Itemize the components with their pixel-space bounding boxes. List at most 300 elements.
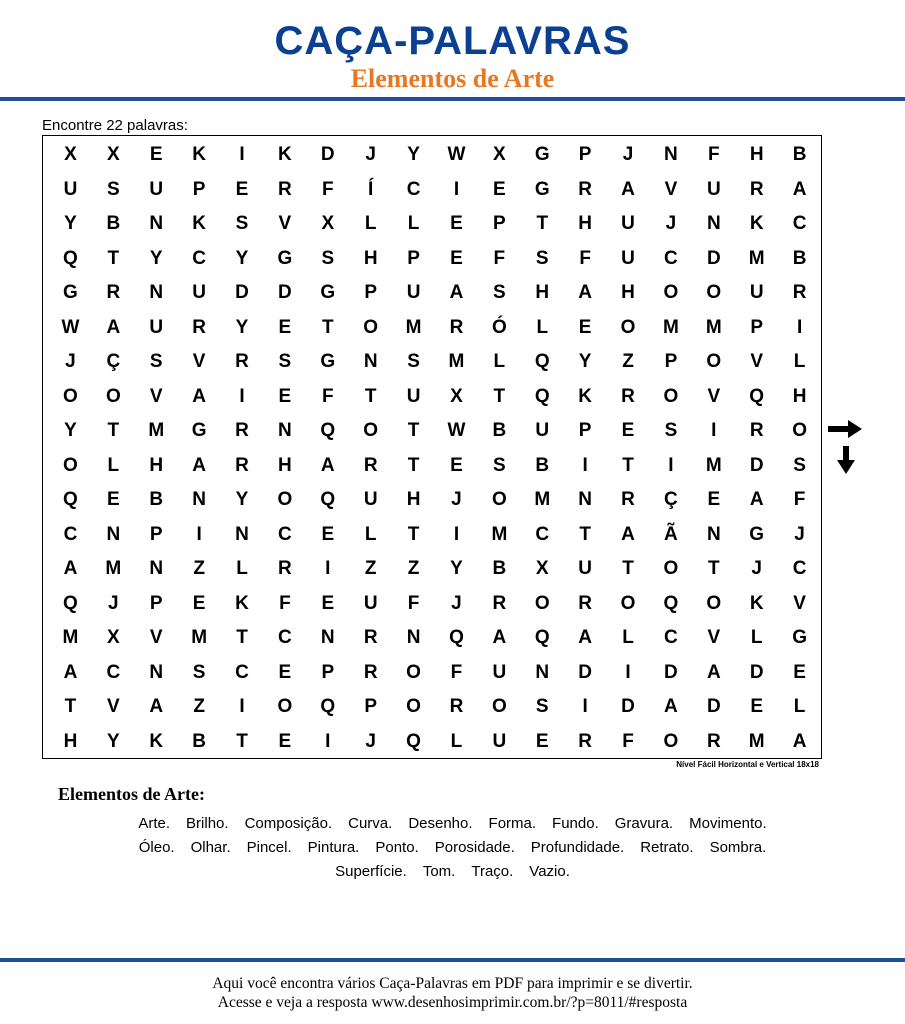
grid-cell[interactable]: Y <box>64 213 77 235</box>
grid-cell[interactable]: V <box>149 627 163 649</box>
grid-cell[interactable]: D <box>706 247 721 269</box>
grid-cell[interactable]: Ó <box>491 316 507 338</box>
grid-cell[interactable]: D <box>749 454 764 476</box>
grid-cell[interactable]: U <box>492 730 507 752</box>
grid-cell[interactable]: S <box>192 661 206 683</box>
grid-cell[interactable]: P <box>364 696 378 718</box>
grid-cell[interactable]: U <box>621 247 635 269</box>
grid-cell[interactable]: I <box>239 144 245 166</box>
grid-cell[interactable]: R <box>235 420 249 442</box>
grid-cell[interactable]: P <box>664 351 678 373</box>
grid-cell[interactable]: I <box>196 523 202 545</box>
grid-cell[interactable]: J <box>365 730 376 752</box>
grid-cell[interactable]: M <box>748 730 765 752</box>
grid-cell[interactable]: O <box>105 385 121 407</box>
grid-cell[interactable]: H <box>621 282 635 304</box>
grid-cell[interactable]: T <box>107 247 120 269</box>
grid-cell[interactable]: K <box>149 730 164 752</box>
grid-cell[interactable]: L <box>493 351 506 373</box>
grid-cell[interactable]: F <box>708 144 720 166</box>
grid-cell[interactable]: R <box>621 489 635 511</box>
grid-cell[interactable]: P <box>364 282 378 304</box>
grid-cell[interactable]: M <box>62 627 79 649</box>
grid-cell[interactable]: O <box>706 351 722 373</box>
grid-cell[interactable]: P <box>192 178 206 200</box>
grid-cell[interactable]: C <box>235 661 249 683</box>
grid-cell[interactable]: N <box>320 627 335 649</box>
grid-cell[interactable]: N <box>278 420 292 442</box>
grid-cell[interactable]: I <box>239 385 245 407</box>
grid-cell[interactable]: O <box>406 696 421 718</box>
grid-cell[interactable]: N <box>706 213 721 235</box>
grid-cell[interactable]: R <box>363 661 378 683</box>
grid-cell[interactable]: M <box>148 420 165 442</box>
grid-cell[interactable]: K <box>749 213 764 235</box>
grid-cell[interactable]: V <box>707 627 721 649</box>
grid-cell[interactable]: J <box>365 144 376 166</box>
grid-cell[interactable]: C <box>792 213 807 235</box>
grid-cell[interactable]: U <box>578 558 592 580</box>
grid-cell[interactable]: V <box>664 178 678 200</box>
grid-cell[interactable]: Q <box>320 420 336 442</box>
grid-cell[interactable]: E <box>707 489 721 511</box>
grid-cell[interactable]: Q <box>406 730 421 752</box>
grid-cell[interactable]: L <box>793 696 806 718</box>
grid-cell[interactable]: P <box>149 592 163 614</box>
grid-cell[interactable]: R <box>578 178 592 200</box>
grid-cell[interactable]: A <box>706 661 721 683</box>
grid-cell[interactable]: C <box>278 523 292 545</box>
grid-cell[interactable]: U <box>749 282 764 304</box>
grid-cell[interactable]: I <box>582 696 588 718</box>
grid-cell[interactable]: E <box>149 144 163 166</box>
grid-cell[interactable]: R <box>363 454 378 476</box>
grid-cell[interactable]: F <box>793 489 806 511</box>
grid-cell[interactable]: R <box>363 627 378 649</box>
grid-cell[interactable]: N <box>706 523 721 545</box>
grid-cell[interactable]: T <box>536 213 549 235</box>
grid-cell[interactable]: R <box>449 316 464 338</box>
grid-cell[interactable]: G <box>792 627 807 649</box>
grid-cell[interactable]: K <box>235 592 249 614</box>
grid-cell[interactable]: V <box>750 351 764 373</box>
grid-cell[interactable]: A <box>664 696 678 718</box>
grid-cell[interactable]: D <box>621 696 635 718</box>
grid-cell[interactable]: Z <box>407 558 420 580</box>
grid-cell[interactable]: E <box>750 696 764 718</box>
grid-cell[interactable]: R <box>192 316 206 338</box>
grid-cell[interactable]: O <box>277 489 293 511</box>
grid-cell[interactable]: Z <box>622 351 634 373</box>
grid-cell[interactable]: B <box>492 558 507 580</box>
grid-cell[interactable]: O <box>792 420 807 442</box>
grid-cell[interactable]: O <box>277 696 293 718</box>
grid-cell[interactable]: L <box>536 316 549 338</box>
grid-cell[interactable]: E <box>793 661 806 683</box>
grid-cell[interactable]: V <box>278 213 292 235</box>
grid-cell[interactable]: E <box>192 592 206 614</box>
grid-cell[interactable]: E <box>535 730 549 752</box>
grid-cell[interactable]: H <box>278 454 292 476</box>
grid-cell[interactable]: G <box>534 178 550 200</box>
grid-cell[interactable]: U <box>149 178 164 200</box>
grid-cell[interactable]: T <box>64 696 77 718</box>
grid-cell[interactable]: L <box>364 523 377 545</box>
grid-cell[interactable]: S <box>793 454 806 476</box>
grid-cell[interactable]: V <box>149 385 163 407</box>
grid-cell[interactable]: E <box>493 178 506 200</box>
grid-cell[interactable]: T <box>107 420 120 442</box>
grid-cell[interactable]: U <box>406 282 421 304</box>
grid-cell[interactable]: N <box>235 523 249 545</box>
grid-cell[interactable]: R <box>449 696 464 718</box>
grid-cell[interactable]: X <box>535 558 549 580</box>
grid-cell[interactable]: H <box>535 282 550 304</box>
grid-cell[interactable]: U <box>706 178 721 200</box>
grid-cell[interactable]: E <box>578 316 592 338</box>
grid-cell[interactable]: C <box>63 523 78 545</box>
grid-cell[interactable]: X <box>106 144 120 166</box>
grid-cell[interactable]: O <box>363 316 379 338</box>
grid-cell[interactable]: F <box>407 592 420 614</box>
grid-cell[interactable]: Q <box>663 592 679 614</box>
grid-cell[interactable]: L <box>622 627 634 649</box>
grid-cell[interactable]: U <box>406 385 421 407</box>
grid-cell[interactable]: F <box>493 247 506 269</box>
grid-cell[interactable]: F <box>450 661 463 683</box>
grid-cell[interactable]: S <box>535 696 549 718</box>
grid-cell[interactable]: Y <box>235 489 249 511</box>
grid-cell[interactable]: U <box>363 489 378 511</box>
grid-cell[interactable]: B <box>792 247 807 269</box>
grid-cell[interactable]: I <box>239 696 245 718</box>
grid-cell[interactable]: Z <box>193 696 205 718</box>
grid-cell[interactable]: V <box>793 592 806 614</box>
grid-cell[interactable]: T <box>407 523 420 545</box>
grid-cell[interactable]: W <box>447 420 466 442</box>
grid-cell[interactable]: D <box>320 144 335 166</box>
grid-cell[interactable]: L <box>364 213 377 235</box>
grid-cell[interactable]: O <box>663 558 679 580</box>
grid-cell[interactable]: B <box>192 730 206 752</box>
grid-cell[interactable]: K <box>749 592 764 614</box>
grid-cell[interactable]: A <box>192 385 206 407</box>
grid-cell[interactable]: A <box>578 282 592 304</box>
grid-cell[interactable]: S <box>407 351 420 373</box>
grid-cell[interactable]: O <box>491 696 507 718</box>
grid-cell[interactable]: O <box>63 454 78 476</box>
grid-cell[interactable]: W <box>447 144 466 166</box>
grid-cell[interactable]: N <box>363 351 378 373</box>
grid-cell[interactable]: J <box>451 592 462 614</box>
grid-cell[interactable]: S <box>149 351 163 373</box>
grid-cell[interactable]: S <box>278 351 292 373</box>
grid-cell[interactable]: E <box>321 592 335 614</box>
grid-cell[interactable]: B <box>792 144 807 166</box>
grid-cell[interactable]: Q <box>63 592 78 614</box>
grid-cell[interactable]: E <box>621 420 635 442</box>
grid-cell[interactable]: B <box>106 213 121 235</box>
grid-cell[interactable]: H <box>792 385 807 407</box>
grid-cell[interactable]: P <box>578 420 592 442</box>
grid-cell[interactable]: K <box>192 144 206 166</box>
grid-cell[interactable]: O <box>620 316 636 338</box>
grid-cell[interactable]: Q <box>534 351 550 373</box>
grid-cell[interactable]: A <box>792 178 807 200</box>
grid-cell[interactable]: H <box>149 454 164 476</box>
grid-cell[interactable]: A <box>792 730 807 752</box>
grid-cell[interactable]: S <box>664 420 678 442</box>
grid-cell[interactable]: L <box>407 213 420 235</box>
grid-cell[interactable]: N <box>406 627 421 649</box>
grid-cell[interactable]: C <box>278 627 292 649</box>
grid-cell[interactable]: R <box>749 178 764 200</box>
grid-cell[interactable]: M <box>705 454 722 476</box>
grid-cell[interactable]: A <box>149 696 164 718</box>
grid-cell[interactable]: R <box>578 730 592 752</box>
grid-cell[interactable]: I <box>582 454 588 476</box>
grid-cell[interactable]: I <box>625 661 631 683</box>
grid-cell[interactable]: C <box>664 247 678 269</box>
grid-cell[interactable]: Y <box>450 558 463 580</box>
grid-cell[interactable]: G <box>63 282 78 304</box>
grid-cell[interactable]: K <box>578 385 592 407</box>
grid-cell[interactable]: P <box>321 661 335 683</box>
grid-cell[interactable]: J <box>751 558 762 580</box>
grid-cell[interactable]: R <box>235 351 249 373</box>
grid-cell[interactable]: Ç <box>664 489 678 511</box>
grid-cell[interactable]: L <box>236 558 248 580</box>
grid-cell[interactable]: H <box>406 489 421 511</box>
grid-cell[interactable]: T <box>407 454 420 476</box>
grid-cell[interactable]: I <box>325 558 331 580</box>
grid-cell[interactable]: O <box>63 385 78 407</box>
grid-cell[interactable]: Q <box>749 385 765 407</box>
grid-cell[interactable]: O <box>534 592 550 614</box>
grid-cell[interactable]: T <box>579 523 591 545</box>
grid-cell[interactable]: K <box>278 144 292 166</box>
grid-cell[interactable]: D <box>664 661 678 683</box>
grid-cell[interactable]: M <box>191 627 208 649</box>
grid-cell[interactable]: Z <box>193 558 205 580</box>
grid-cell[interactable]: X <box>64 144 77 166</box>
grid-cell[interactable]: M <box>448 351 465 373</box>
grid-cell[interactable]: M <box>748 247 765 269</box>
grid-cell[interactable]: Q <box>449 627 464 649</box>
grid-cell[interactable]: P <box>149 523 163 545</box>
grid-cell[interactable]: R <box>621 385 635 407</box>
grid-cell[interactable]: U <box>492 661 507 683</box>
grid-cell[interactable]: R <box>792 282 807 304</box>
grid-cell[interactable]: Y <box>235 247 249 269</box>
grid-cell[interactable]: O <box>706 282 722 304</box>
grid-cell[interactable]: N <box>149 213 164 235</box>
grid-cell[interactable]: J <box>622 144 634 166</box>
grid-cell[interactable]: Y <box>578 351 592 373</box>
grid-cell[interactable]: H <box>749 144 764 166</box>
grid-cell[interactable]: R <box>749 420 764 442</box>
grid-cell[interactable]: T <box>236 730 248 752</box>
grid-cell[interactable]: Z <box>364 558 377 580</box>
grid-cell[interactable]: S <box>235 213 249 235</box>
grid-cell[interactable]: M <box>405 316 422 338</box>
grid-cell[interactable]: X <box>493 144 506 166</box>
grid-cell[interactable]: D <box>706 696 721 718</box>
grid-cell[interactable]: T <box>321 316 334 338</box>
grid-cell[interactable]: X <box>106 627 120 649</box>
grid-cell[interactable]: K <box>192 213 206 235</box>
grid-cell[interactable]: P <box>578 144 592 166</box>
grid-cell[interactable]: W <box>61 316 80 338</box>
grid-cell[interactable]: S <box>535 247 549 269</box>
grid-cell[interactable]: L <box>450 730 463 752</box>
grid-cell[interactable]: J <box>65 351 76 373</box>
grid-cell[interactable]: Q <box>320 696 336 718</box>
grid-cell[interactable]: Q <box>63 489 78 511</box>
grid-cell[interactable]: V <box>707 385 721 407</box>
grid-cell[interactable]: Q <box>63 247 78 269</box>
grid-cell[interactable]: G <box>277 247 293 269</box>
grid-cell[interactable]: I <box>796 316 803 338</box>
grid-cell[interactable]: A <box>621 178 635 200</box>
grid-cell[interactable]: A <box>192 454 206 476</box>
grid-cell[interactable]: E <box>235 178 249 200</box>
grid-cell[interactable]: L <box>750 627 763 649</box>
grid-cell[interactable]: R <box>106 282 121 304</box>
grid-cell[interactable]: I <box>325 730 331 752</box>
grid-cell[interactable]: C <box>792 558 807 580</box>
grid-cell[interactable]: V <box>106 696 120 718</box>
grid-cell[interactable]: R <box>578 592 592 614</box>
grid-cell[interactable]: Ã <box>664 523 678 545</box>
grid-cell[interactable]: Q <box>320 489 336 511</box>
grid-cell[interactable]: Y <box>106 730 120 752</box>
grid-cell[interactable]: Í <box>368 178 374 200</box>
grid-cell[interactable]: C <box>192 247 206 269</box>
grid-cell[interactable]: A <box>63 558 78 580</box>
grid-cell[interactable]: A <box>621 523 635 545</box>
grid-cell[interactable]: C <box>664 627 678 649</box>
grid-cell[interactable]: E <box>321 523 335 545</box>
grid-cell[interactable]: U <box>535 420 550 442</box>
grid-cell[interactable]: A <box>449 282 464 304</box>
grid-cell[interactable]: N <box>149 661 164 683</box>
grid-cell[interactable]: N <box>149 558 164 580</box>
grid-cell[interactable]: M <box>491 523 508 545</box>
grid-cell[interactable]: N <box>578 489 592 511</box>
grid-cell[interactable]: S <box>321 247 335 269</box>
grid-cell[interactable]: U <box>149 316 164 338</box>
grid-cell[interactable]: A <box>63 661 78 683</box>
grid-cell[interactable]: E <box>450 213 463 235</box>
grid-cell[interactable]: T <box>407 420 420 442</box>
grid-cell[interactable]: O <box>491 489 507 511</box>
grid-cell[interactable]: E <box>278 316 292 338</box>
grid-cell[interactable]: N <box>149 282 164 304</box>
grid-cell[interactable]: L <box>107 454 120 476</box>
grid-cell[interactable]: A <box>749 489 764 511</box>
grid-cell[interactable]: G <box>191 420 207 442</box>
grid-cell[interactable]: N <box>535 661 550 683</box>
grid-cell[interactable]: J <box>665 213 677 235</box>
grid-cell[interactable]: R <box>235 454 249 476</box>
grid-cell[interactable]: U <box>621 213 635 235</box>
grid-cell[interactable]: X <box>450 385 463 407</box>
grid-cell[interactable]: I <box>453 178 460 200</box>
grid-cell[interactable]: U <box>192 282 206 304</box>
grid-cell[interactable]: P <box>750 316 764 338</box>
grid-cell[interactable]: O <box>663 385 679 407</box>
grid-cell[interactable]: I <box>668 454 674 476</box>
grid-cell[interactable]: F <box>321 385 334 407</box>
grid-cell[interactable]: B <box>149 489 164 511</box>
grid-cell[interactable]: O <box>706 592 722 614</box>
grid-cell[interactable]: A <box>106 316 121 338</box>
grid-cell[interactable]: U <box>363 592 378 614</box>
grid-cell[interactable]: M <box>663 316 679 338</box>
grid-cell[interactable]: Q <box>534 385 550 407</box>
grid-cell[interactable]: R <box>278 178 292 200</box>
grid-cell[interactable]: R <box>278 558 292 580</box>
grid-cell[interactable]: G <box>534 144 550 166</box>
grid-cell[interactable]: O <box>406 661 421 683</box>
grid-cell[interactable]: F <box>279 592 291 614</box>
grid-cell[interactable]: J <box>794 523 805 545</box>
grid-cell[interactable]: Y <box>149 247 163 269</box>
grid-cell[interactable]: D <box>578 661 592 683</box>
grid-cell[interactable]: J <box>108 592 119 614</box>
grid-cell[interactable]: T <box>364 385 377 407</box>
grid-cell[interactable]: T <box>493 385 506 407</box>
grid-cell[interactable]: G <box>749 523 765 545</box>
grid-cell[interactable]: Q <box>534 627 550 649</box>
grid-cell[interactable]: T <box>236 627 248 649</box>
grid-cell[interactable]: M <box>705 316 722 338</box>
grid-cell[interactable]: B <box>535 454 550 476</box>
grid-cell[interactable]: T <box>708 558 720 580</box>
grid-cell[interactable]: N <box>106 523 121 545</box>
grid-cell[interactable]: S <box>493 454 506 476</box>
grid-cell[interactable]: E <box>450 454 463 476</box>
grid-cell[interactable]: Y <box>64 420 77 442</box>
grid-cell[interactable]: E <box>278 730 292 752</box>
grid-cell[interactable]: T <box>622 454 634 476</box>
grid-cell[interactable]: C <box>106 661 121 683</box>
grid-cell[interactable]: P <box>407 247 420 269</box>
grid-cell[interactable]: H <box>363 247 378 269</box>
grid-cell[interactable]: P <box>493 213 506 235</box>
grid-cell[interactable]: O <box>663 282 679 304</box>
grid-cell[interactable]: D <box>235 282 249 304</box>
grid-cell[interactable]: U <box>63 178 78 200</box>
grid-cell[interactable]: M <box>105 558 122 580</box>
grid-cell[interactable]: F <box>579 247 591 269</box>
grid-cell[interactable]: H <box>578 213 592 235</box>
grid-cell[interactable]: N <box>664 144 678 166</box>
grid-cell[interactable]: C <box>406 178 421 200</box>
grid-cell[interactable]: D <box>278 282 292 304</box>
grid-cell[interactable]: L <box>793 351 806 373</box>
grid-cell[interactable]: Y <box>407 144 420 166</box>
grid-cell[interactable]: Ç <box>106 351 121 373</box>
grid-cell[interactable]: R <box>492 592 507 614</box>
grid-cell[interactable]: M <box>534 489 551 511</box>
grid-cell[interactable]: I <box>711 420 717 442</box>
grid-cell[interactable]: O <box>620 592 636 614</box>
grid-cell[interactable]: E <box>278 385 292 407</box>
grid-cell[interactable]: O <box>663 730 679 752</box>
grid-cell[interactable]: F <box>321 178 334 200</box>
